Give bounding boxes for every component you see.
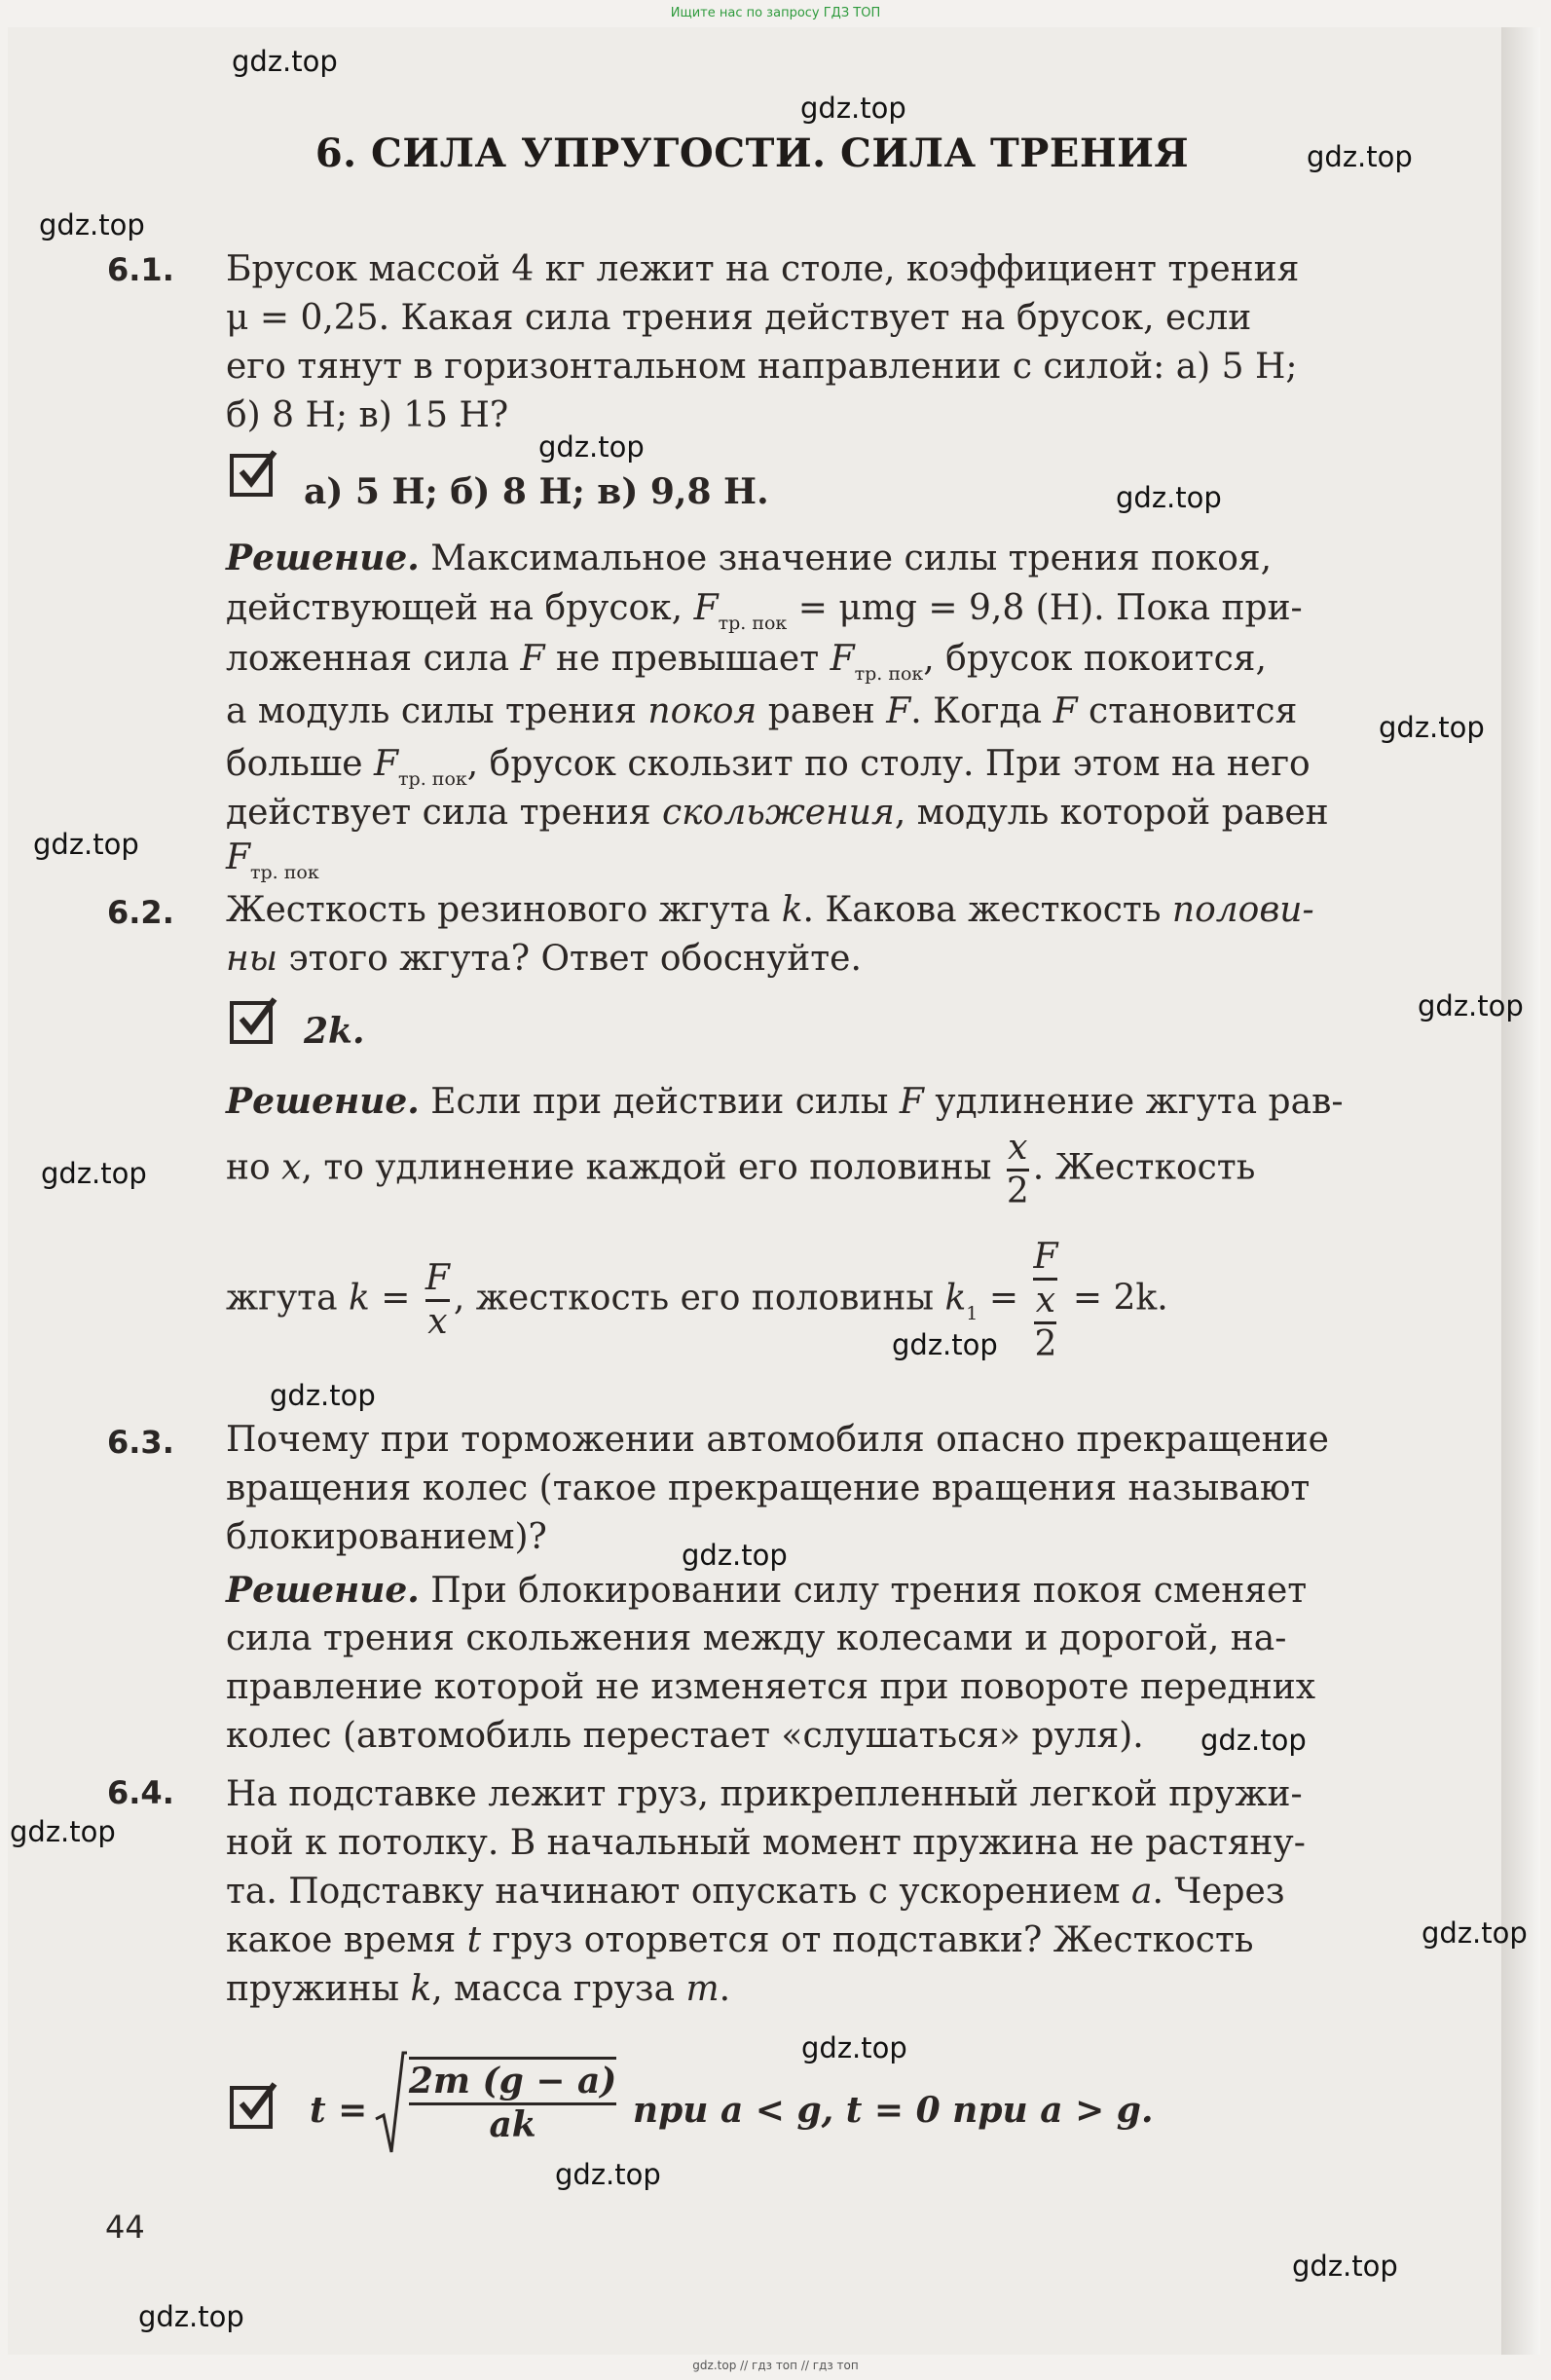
watermark: gdz.top [33,828,139,861]
problem-text: ны этого жгута? Ответ обоснуйте. [226,939,862,979]
watermark: gdz.top [892,1328,998,1361]
watermark: gdz.top [1307,140,1413,173]
watermark: gdz.top [538,430,645,464]
answer-text: а) 5 Н; б) 8 Н; в) 9,8 Н. [304,471,769,512]
problem-number: 6.1. [107,251,174,288]
solution-line: действует сила трения скольжения, модуль которой равен [226,793,1329,833]
solution-line: больше $F_{тр. пок}$, брусок скользит по столу. При этом на него [226,744,1311,790]
watermark: gdz.top [1418,989,1524,1023]
problem-text: его тянут в горизонтальном направлении с силой: а) 5 Н; [226,347,1298,387]
watermark: gdz.top [232,45,338,78]
problem-text: Брусок массой 4 кг лежит на столе, коэффициент трения [226,249,1300,289]
solution-line: сила трения скольжения между колесами и дорогой, на- [226,1618,1287,1658]
answer-text: 2k. [304,1011,365,1052]
solution-line: Решение. Если при действии силы F удлинение жгута рав- [226,1081,1344,1122]
watermark: gdz.top [1422,1916,1528,1950]
watermark: gdz.top [138,2300,244,2333]
solution-line: колес (автомобиль перестает «слушаться» руля). [226,1716,1144,1756]
watermark: gdz.top [1379,711,1485,744]
answer-check-icon [230,2086,273,2129]
answer-check-icon [230,1001,273,1044]
answer-formula: t = $\frac{2m (g - a)}{ak}$ при a < g, t = 0 при a > g. [310,2057,1154,2144]
watermark: gdz.top [800,92,906,125]
answer-check-icon [230,454,273,497]
section-heading: 6. СИЛА УПРУГОСТИ. СИЛА ТРЕНИЯ [314,130,1190,176]
problem-text: какое время t груз оторвется от подставки? Жесткость [226,1920,1254,1960]
problem-text: та. Подставку начинают опускать с ускорением a. Через [226,1872,1285,1912]
problem-number: 6.4. [107,1774,174,1811]
watermark: gdz.top [41,1157,147,1190]
watermark: gdz.top [39,208,145,242]
problem-number: 6.2. [107,894,174,931]
watermark: gdz.top [1116,481,1222,514]
problem-text: Жесткость резинового жгута k. Какова жесткость полови- [226,890,1314,930]
solution-line: жгута k = $\frac{F}{x}$ , жесткость его половины $k_1$ = $\frac{F}{\frac{x}{2}}$ = 2k. [226,1237,1168,1364]
problem-number: 6.3. [107,1424,174,1461]
solution-line: действующей на брусок, $F_{тр. пок} = \mu mg = 9,8$ (Н). Пока при- [226,588,1303,634]
page-edge-shadow [1501,27,1540,2355]
solution-line: $F_{тр. пок}$ [226,837,319,883]
bottom-banner[interactable]: gdz.top // гдз топ // гдз топ [692,2359,859,2372]
solution-line: ложенная сила F не превышает $F_{тр. пок}$, брусок покоится, [226,639,1267,685]
page-number: 44 [105,2209,145,2246]
problem-text: ной к потолку. В начальный момент пружина не растяну- [226,1823,1306,1863]
problem-text: На подставке лежит груз, прикрепленный легкой пружи- [226,1774,1303,1814]
problem-text: Почему при торможении автомобиля опасно прекращение [226,1420,1329,1460]
solution-line: но x, то удлинение каждой его половины $\frac{x}{2}$ . Жесткость [226,1128,1256,1211]
watermark: gdz.top [1292,2250,1398,2283]
problem-text: вращения колес (такое прекращение вращения называют [226,1469,1311,1508]
solution-line: а модуль силы трения покоя равен F. Когда F становится [226,691,1298,731]
problem-text: μ = 0,25. Какая сила трения действует на брусок, если [226,298,1252,338]
watermark: gdz.top [682,1539,788,1572]
watermark: gdz.top [270,1379,376,1412]
watermark: gdz.top [555,2158,661,2191]
solution-line: Решение. Максимальное значение силы трения покоя, [226,538,1273,578]
watermark: gdz.top [1200,1724,1307,1757]
top-banner[interactable]: Ищите нас по запросу ГДЗ ТОП [670,6,881,20]
watermark: gdz.top [801,2031,907,2064]
watermark: gdz.top [10,1815,116,1848]
solution-line: Решение. При блокировании силу трения покоя сменяет [226,1570,1308,1611]
problem-text: блокированием)? [226,1517,547,1557]
problem-text: б) 8 Н; в) 15 Н? [226,395,509,435]
problem-text: пружины k, масса груза m. [226,1969,731,2009]
solution-line: правление которой не изменяется при повороте передних [226,1667,1316,1707]
